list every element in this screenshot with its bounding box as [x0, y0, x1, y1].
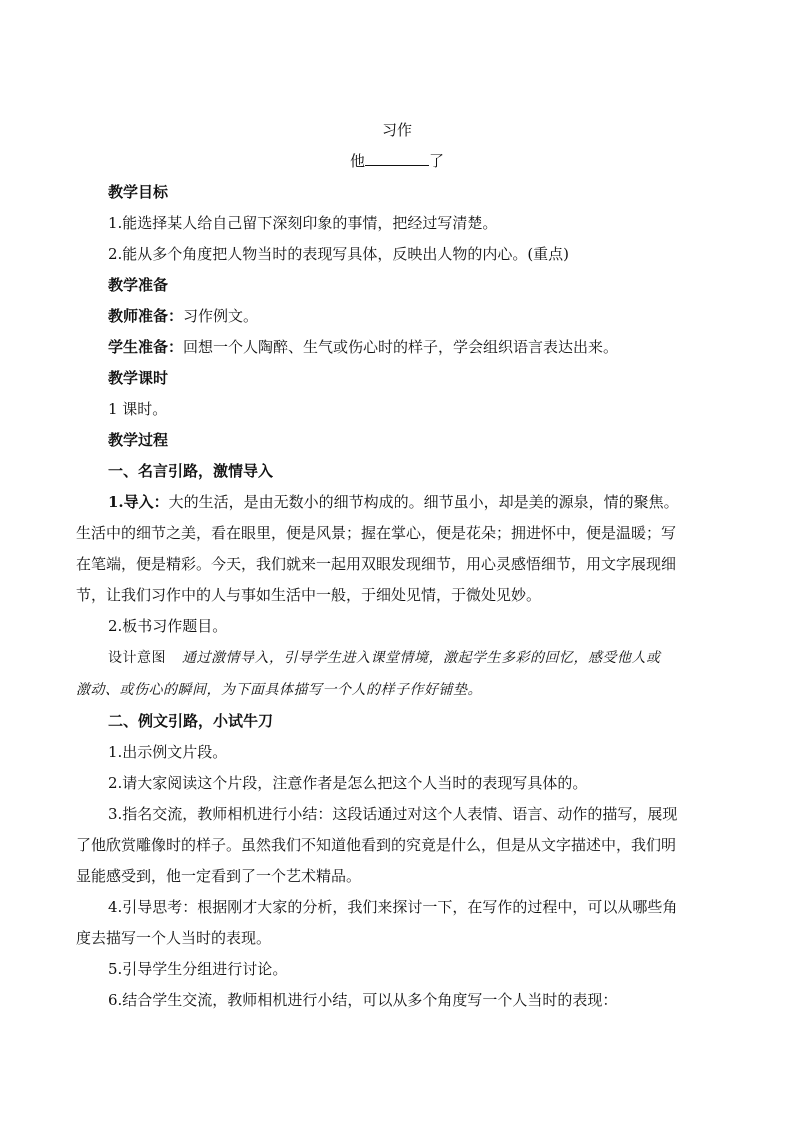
- teacher-prep-text: 习作例文。: [183, 307, 259, 325]
- goals-heading: 教学目标: [108, 183, 169, 201]
- subtitle-suffix: 了: [429, 152, 445, 170]
- s1-item-1-line-2: 生活中的细节之美，看在眼里，便是风景；握在掌心，便是花朵；拥进怀中，便是温暖；写: [76, 524, 677, 542]
- subtitle-prefix: 他: [349, 152, 365, 170]
- teacher-prep-label: 教师准备：: [108, 307, 184, 325]
- goal-item-2: 2.能从多个角度把人物当时的表现写具体，反映出人物的内心。(重点): [108, 245, 570, 263]
- prep-heading: 教学准备: [108, 276, 169, 294]
- s2-item-3-line-3: 显能感受到，他一定看到了一个艺术精品。: [76, 867, 362, 885]
- design-intent-text-1: 通过激情导入，引导学生进入课堂情境，激起学生多彩的回忆，感受他人或: [182, 650, 661, 666]
- s2-item-4-line-1: 4.引导思考：根据刚才大家的分析，我们来探讨一下，在写作的过程中，可以从哪些角: [108, 898, 678, 916]
- s2-item-3-line-1: 3.指名交流，教师相机进行小结：这段话通过对这个人表情、语言、动作的描写，展现: [108, 805, 678, 823]
- hours-heading: 教学课时: [108, 369, 169, 387]
- s1-item-2: 2.板书习作题目。: [108, 617, 228, 635]
- student-prep: [108, 337, 688, 357]
- design-intent-line-2: 激动、或伤心的瞬间，为下面具体描写一个人的样子作好铺垫。: [76, 682, 482, 698]
- s1-item-1-text: 大的生活，是由无数小的细节构成的。细节虽小，却是美的源泉，情的聚焦。: [168, 493, 679, 511]
- s1-item-1-line-3: 在笔端，便是精彩。今天，我们就来一起用双眼发现细节，用心灵感悟细节，用文字展现细: [76, 555, 677, 573]
- s1-item-1-line-1: [108, 492, 688, 512]
- s2-item-4-line-2: 度去描写一个人当时的表现。: [76, 929, 272, 947]
- design-intent-line-1: [108, 648, 688, 668]
- teacher-prep: [108, 306, 688, 326]
- design-intent-label: 设计意图: [108, 650, 166, 666]
- s2-item-3-line-2: 了他欣赏雕像时的样子。虽然我们不知道他看到的究竟是什么，但是从文字描述中，我们明: [76, 836, 677, 854]
- page-title: 习作: [381, 121, 412, 139]
- student-prep-label: 学生准备：: [108, 338, 184, 356]
- s2-item-2: 2.请大家阅读这个片段，注意作者是怎么把这个人当时的表现写具体的。: [108, 774, 588, 792]
- s2-item-5: 5.引导学生分组进行讨论。: [108, 960, 288, 978]
- section-1-heading: 一、名言引路，激情导入: [108, 462, 274, 480]
- s1-item-1-line-4: 节，让我们习作中的人与事如生活中一般，于细处见情，于微处见妙。: [76, 586, 542, 604]
- hours-text: 1 课时。: [108, 400, 168, 418]
- page-subtitle: [0, 151, 794, 171]
- goal-item-1: 1.能选择某人给自己留下深刻印象的事情，把经过写清楚。: [108, 214, 498, 232]
- subtitle-blank: [365, 151, 429, 166]
- s2-item-6: 6.结合学生交流，教师相机进行小结，可以从多个角度写一个人当时的表现：: [108, 991, 618, 1009]
- process-heading: 教学过程: [108, 431, 169, 449]
- section-2-heading: 二、例文引路，小试牛刀: [108, 712, 274, 730]
- s2-item-1: 1.出示例文片段。: [108, 743, 228, 761]
- student-prep-text: 回想一个人陶醉、生气或伤心时的样子，学会组织语言表达出来。: [183, 338, 619, 356]
- s1-item-1-label: 1.导入：: [108, 493, 169, 511]
